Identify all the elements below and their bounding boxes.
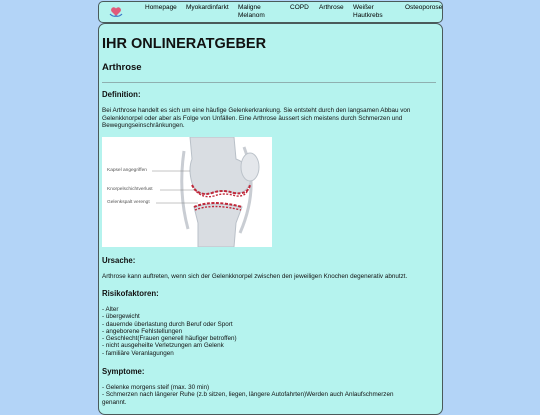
nav-maligne-melanom[interactable]: Maligne Melanom: [238, 4, 265, 19]
figure-label-capsule: Kapsel angegriffen: [107, 168, 147, 173]
divider: [102, 82, 436, 83]
nav-myokardinfarkt[interactable]: Myokardinfarkt: [186, 4, 229, 11]
definition-heading: Definition:: [102, 90, 141, 99]
symptome-heading: Symptome:: [102, 367, 145, 376]
ursache-heading: Ursache:: [102, 256, 136, 265]
nav-homepage[interactable]: Homepage: [145, 4, 177, 11]
risikofaktoren-heading: Risikofaktoren:: [102, 289, 159, 298]
figure-label-cartilage: Knorpelschichtverlust: [107, 187, 153, 192]
nav-weisser-hautkrebs[interactable]: Weißer Hautkrebs: [353, 4, 383, 19]
symptome-list: [102, 384, 393, 406]
page-subtitle: Arthrose: [102, 62, 142, 73]
list-item: - Geschlecht(Frauen generell häufiger betroffen): [102, 335, 237, 343]
knee-joint-image: [102, 137, 272, 247]
list-item: - Schmerzen nach längerer Ruhe (z.b sitzen, liegen, längere Autofahrten)Werden auch Anlaufschmerzen: [102, 391, 394, 399]
list-item: - Gelenke morgens steif (max. 30 min): [102, 384, 210, 391]
definition-text: Bei Arthrose handelt es sich um eine häufige Gelenkerkrankung. Sie entsteht durch den langsamen Abbau von Gelenkknorpel oder aber als Folge von Unfällen. Eine Arthrose äussert sich meistens durch Schmerzen und Bewegungseinschränkungen.: [102, 107, 411, 130]
risikofaktoren-list: [102, 306, 237, 357]
list-item: - dauernde überlastung durch Beruf oder Sport: [102, 320, 233, 328]
nav-copd[interactable]: COPD: [290, 4, 309, 11]
list-item: - Alter: [102, 306, 119, 313]
list-item: genannt.: [102, 398, 127, 406]
top-navigation: [98, 1, 443, 23]
heart-hands-logo-icon[interactable]: [109, 4, 123, 18]
page-title: IHR ONLINERATGEBER: [102, 36, 267, 52]
list-item: - familiäre Veranlagungen: [102, 349, 174, 357]
ursache-text: Arthrose kann auftreten, wenn sich der Gelenkknorpel zwischen den jeweiligen Knochen degenerativ abnutzt.: [102, 273, 408, 280]
nav-osteoporose[interactable]: Osteoporose: [405, 4, 443, 11]
list-item: - angeborene Fehlstellungen: [102, 327, 183, 335]
list-item: - nicht ausgeheilte Verletzungen am Gelenk: [102, 342, 224, 350]
list-item: - übergewicht: [102, 313, 140, 321]
figure-label-joint-gap: Gelenkspalt verengt: [107, 200, 150, 205]
nav-arthrose[interactable]: Arthrose: [319, 4, 344, 11]
content-panel: [98, 23, 443, 415]
knee-joint-illustration: [102, 137, 272, 247]
